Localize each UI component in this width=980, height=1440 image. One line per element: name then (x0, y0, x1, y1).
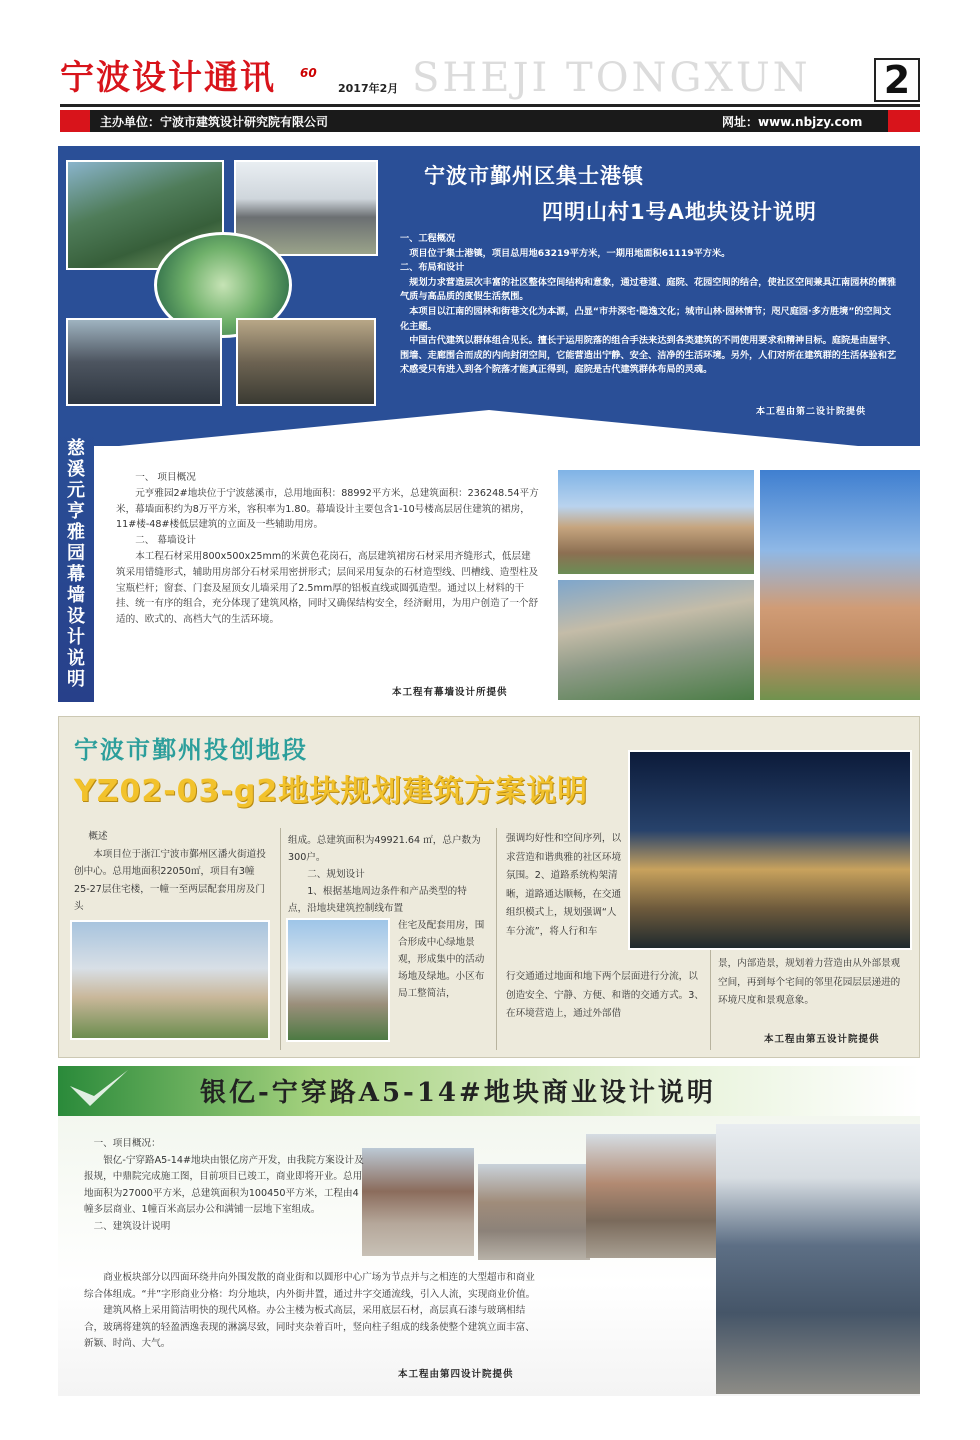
article3-col4: 景，内部造景，规划着力营造由从外部景观空间，再到每个宅间的邻里花园层层递进的环境尺度和景观意象。 (718, 958, 901, 1006)
courtyard-render-image (236, 318, 376, 406)
pool-render-image (66, 318, 222, 406)
article3-col2-text: 组成。总建筑面积为49921.64 ㎡，总户数为300户。 (288, 835, 481, 863)
page-number: 2 (874, 58, 920, 102)
masthead-logo: 宁波设计通讯 (60, 58, 276, 98)
villa-render-image (558, 470, 754, 574)
article3-credit: 本工程由第五设计院提供 (764, 1034, 880, 1045)
residential-tower-image (286, 918, 390, 1042)
checkmark-icon (64, 1066, 134, 1114)
article3-col2a (288, 832, 484, 917)
publisher-text: 主办单位：宁波市建筑设计研究院有限公司 (100, 115, 329, 129)
article4-body-bottom (84, 1270, 544, 1353)
article1-credit: 本工程由第二设计院提供 (756, 407, 867, 417)
tower-render-image (760, 470, 920, 700)
publisher-bar-accent-left (60, 110, 90, 132)
article4-body-top (84, 1136, 364, 1235)
article1-para: 规划力求营造层次丰富的社区整体空间结构和意象，通过巷道、庭院、花园空间的结合，使社区空间兼具江南园林的儒雅气质与高品质的度假生活氛围。 (400, 276, 897, 303)
masthead-pinyin: SHEJI TONGXUN (412, 55, 811, 101)
website-link[interactable]: 网址：www.nbjzy.com (722, 115, 863, 129)
article1-title-line1: 宁波市鄞州区集士港镇 (424, 164, 644, 188)
article3-col2-text: 1、根据基地周边条件和产品类型的特点，沿地块建筑控制线布置 (288, 886, 467, 914)
article3-col1-text: 本项目位于浙江宁波市鄞州区潘火街道投创中心。总用地面积22050㎡，项目有3幢25-27层住宅楼，一幢一至两层配套用房及门头 (74, 848, 266, 912)
article2-para: 一、 项目概况 (135, 472, 196, 483)
article4-para: 银亿-宁穿路A5-14#地块由银亿房产开发，由我院方案设计及报规，中鼎院完成施工图，目前项目已竣工，商业即将开业。总用地面积为27000平方米，总建筑面积为100450平方米，工程由4幢多层商业、1幢百米高层办公和满铺一层地下室组成。 (84, 1154, 364, 1215)
article2-side-title: 慈溪元亨雅园幕墙设计说明 (67, 438, 85, 690)
publisher-bar-accent-right (888, 110, 920, 132)
column-divider (496, 828, 497, 1050)
article4-para: 建筑风格上采用简洁明快的现代风格。办公主楼为板式高层，采用底层石材，高层真石漆与玻璃相结合，玻璃将建筑的轻盈洒逸表现的淋漓尽致，同时夹杂着百叶，竖向柱子组成的线条使整个建筑立面丰富、新颖、时尚、大气。 (84, 1305, 535, 1349)
article2-credit: 本工程有幕墙设计所提供 (392, 687, 508, 698)
anniversary-badge: 60 (300, 66, 317, 80)
article4-para: 一、项目概况： (93, 1138, 161, 1149)
mall-street-image (362, 1148, 474, 1256)
masthead-rule (60, 104, 920, 107)
article2-para: 二、 幕墙设计 (135, 535, 196, 547)
office-tower-image (716, 1124, 920, 1394)
gate-night-render-image (628, 750, 912, 950)
article3-col3a: 强调均好性和空间序列，以求营造和谐典雅的社区环境氛围。2、道路系统构架清晰，道路通达顺畅，在交通组织模式上，规划强调“人车分流”，将人行和车 (506, 833, 622, 937)
article2-para: 元亨雅园2#地块位于宁波慈溪市，总用地面积：88992平方米，总建筑面积：236248.54平方米，幕墙面积约为8万平方米，容积率为1.80。幕墙设计主要包含1-10号楼高层居住建筑的裙房，11#楼-48#楼低层建筑的立面及一些辅助用房。 (116, 487, 539, 531)
article3-col1-heading: 概述 (88, 831, 108, 842)
article4-title: 银亿-宁穿路A5-14#地块商业设计说明 (200, 1078, 716, 1108)
article4-para: 商业板块部分以四面环绕井向外围发散的商业街和以圆形中心广场为节点并与之相连的大型超市和商业综合体组成。“井”字形商业分格：均分地块，内外街井置，通过井字交通流线，引入人流，实现商业价值。 (84, 1272, 536, 1300)
article1-para: 本项目以江南的园林和街巷文化为本源，凸显“市井深宅·隐逸文化；城市山林·园林情节；咫尺庭园·多方胜境”的空间文化主题。 (400, 305, 892, 332)
article1-para: 中国古代建筑以群体组合见长。擅长于运用院落的组合手法来达到各类建筑的不同使用要求和精神目标。庭院是由屋宇、围墙、走廊围合而成的内向封闭空间，它能营造出宁静、安全、洁净的生活环境。另外，人们对所在建筑群的生活体验和艺术感受只有进入到各个院落才能真正得到，庭院是古代建筑群体布局的灵魂。 (400, 335, 897, 376)
article2-para: 本工程石材采用800x500x25mm的米黄色花岗石，高层建筑裙房石材采用齐缝形式，低层建筑采用错缝形式，辅助用房部分石材采用密拼形式；层间采用复杂的石材造型线、凹槽线、造型柱及宝瓶栏杆；窗套、门套及屋顶女儿墙采用了2.5mm厚的铝板直线或圆弧造型。通过以上材料的干挂、统一有序的组合，充分体现了建筑风格，同时又确保结构安全，经济耐用，为用户创造了一个舒适的、欧式的、高档大气的生活环境。 (116, 550, 539, 626)
article4-credit: 本工程由第四设计院提供 (398, 1369, 514, 1380)
article1-body (400, 232, 900, 378)
article1-para: 一、工程概况 (400, 233, 456, 244)
article1-para: 项目位于集士港镇，项目总用地63219平方米，一期用地面积61119平方米。 (409, 247, 731, 259)
article3-col3b: 行交通通过地面和地下两个层面进行分流，以创造安全、宁静、方便、和谐的交通方式。3、在环境营造上，通过外部借 (506, 971, 704, 1019)
site-aerial-image (558, 580, 754, 700)
article1-para: 二、布局和设计 (400, 262, 465, 274)
article3-col2b: 住宅及配套用房，围合形成中心绿地景观，形成集中的活动场地及绿地。小区布局工整简洁， (398, 920, 485, 999)
issue-date: 2017年2月 (338, 82, 399, 95)
article1-title-line2: 四明山村1号A地块设计说明 (542, 200, 817, 224)
article3-title-line2: YZ02-03-g2地块规划建筑方案说明 (74, 774, 589, 809)
article2-body (116, 470, 540, 628)
residential-aerial-image (70, 920, 270, 1040)
article4-para: 二、建筑设计说明 (93, 1220, 171, 1232)
mall-curve-image (586, 1134, 736, 1258)
article3-col2-heading: 二、规划设计 (307, 869, 365, 880)
column-divider (280, 828, 281, 1050)
column-divider (710, 950, 711, 1050)
mall-plaza-image (478, 1164, 590, 1260)
article3-title-line1: 宁波市鄞州投创地段 (74, 736, 308, 764)
article3-col1 (74, 828, 270, 916)
